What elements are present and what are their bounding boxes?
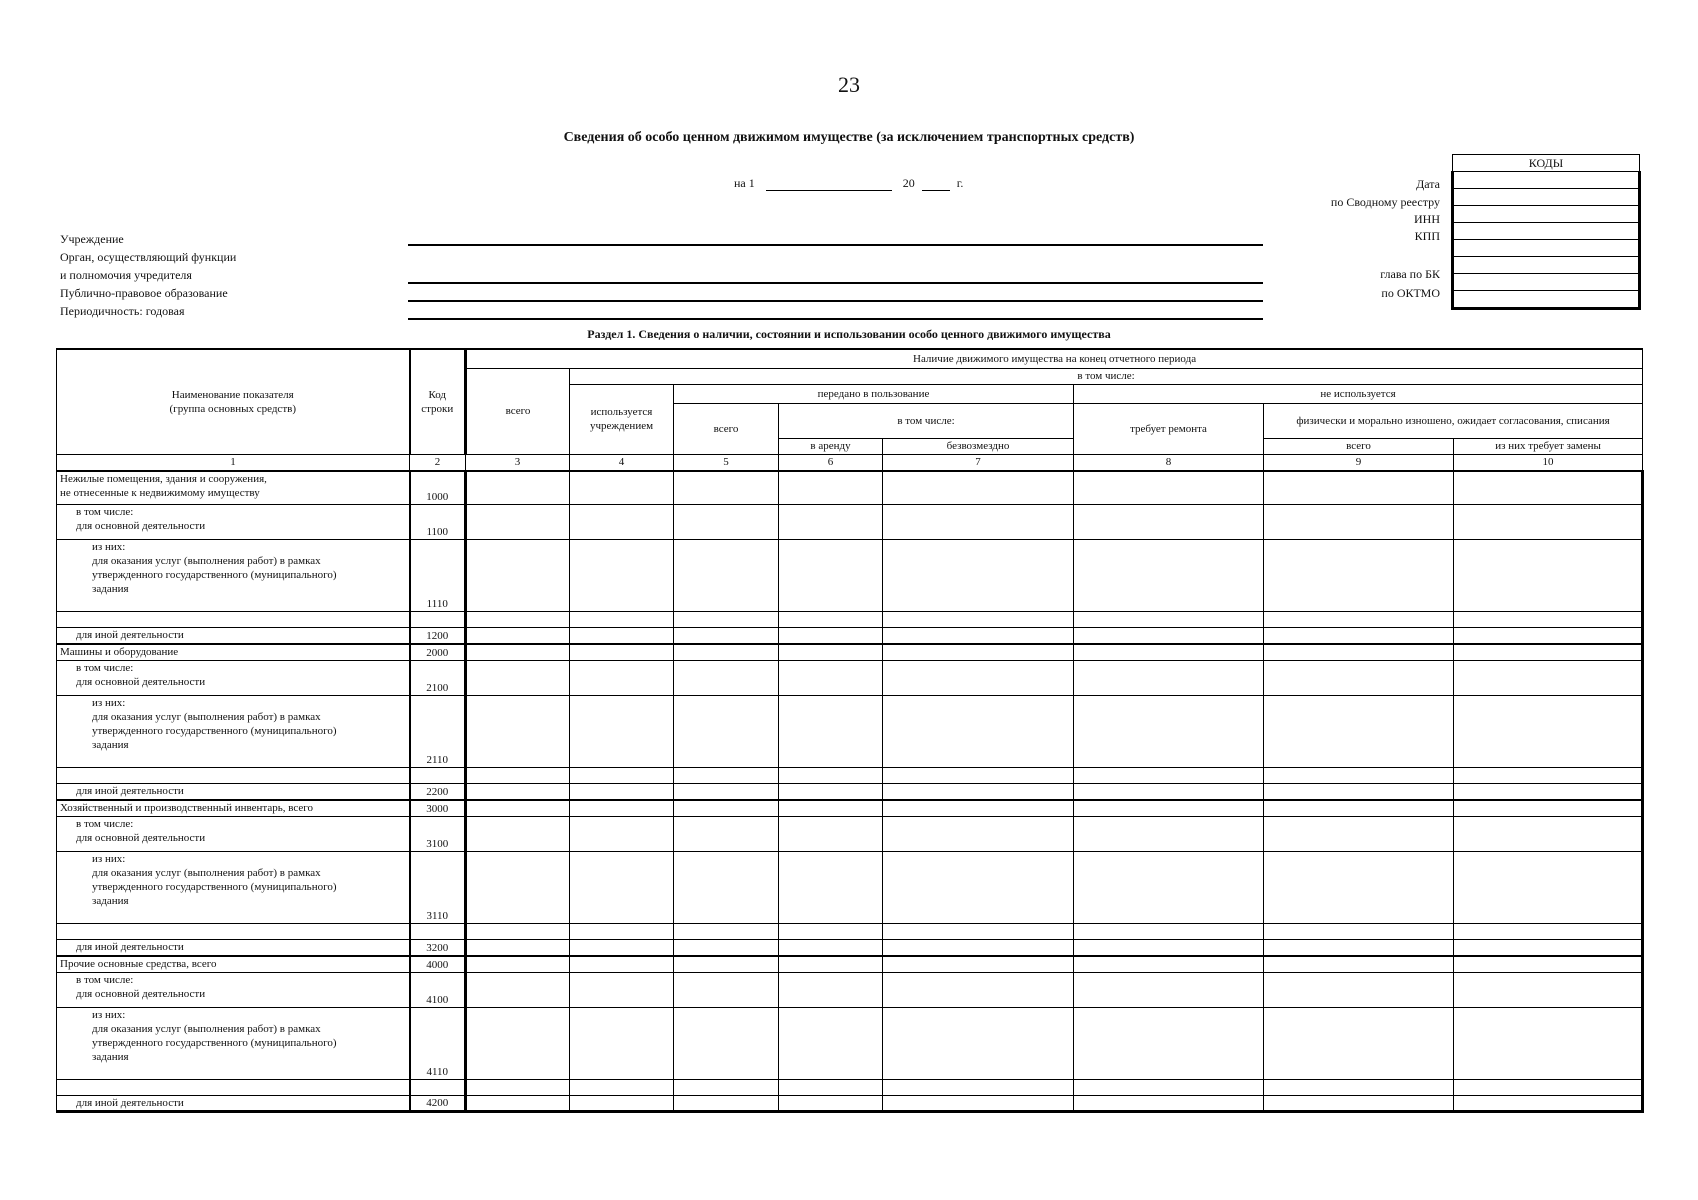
row-code: 2100 [410, 661, 466, 696]
row-name-text: Хозяйственный и производственный инвентарь, всего [60, 801, 313, 814]
value-cell-col6[interactable] [779, 471, 883, 505]
table-row [57, 956, 1643, 973]
row-code: 3200 [410, 940, 466, 956]
code-oktmo-field[interactable] [1453, 274, 1640, 291]
header-worn-out: физически и морально изношено, ожидает согласования, списания [1264, 403, 1643, 438]
header-name: Наименование показателя (группа основных средств) [57, 349, 410, 454]
property-table [56, 348, 1644, 1113]
value-cell-col5[interactable] [674, 540, 779, 612]
row-name [57, 696, 410, 768]
row-code: 1200 [410, 628, 466, 644]
table-row [57, 800, 1643, 817]
col-number: 2 [410, 454, 466, 471]
value-cell-col6[interactable] [779, 768, 883, 784]
value-cell-col8[interactable] [1074, 628, 1264, 644]
value-cell-col9[interactable] [1264, 696, 1454, 768]
value-cell-col7[interactable] [883, 661, 1074, 696]
label-inn: ИНН [1414, 212, 1440, 226]
row-code: 3100 [410, 817, 466, 852]
value-cell-col8[interactable] [1074, 612, 1264, 628]
value-cell-col8[interactable] [1074, 644, 1264, 661]
value-cell-col7[interactable] [883, 628, 1074, 644]
code-date-field[interactable] [1453, 172, 1640, 189]
row-code: 2200 [410, 784, 466, 800]
row-name-text: в том числе: для основной деятельности [76, 974, 206, 1000]
value-cell-col4[interactable] [570, 817, 674, 852]
value-cell-col6[interactable] [779, 505, 883, 540]
table-row [57, 628, 1643, 644]
value-cell-col8[interactable] [1074, 1096, 1264, 1112]
value-cell-col9[interactable] [1264, 1008, 1454, 1080]
document-title: Сведения об особо ценном движимом имуществе (за исключением транспортных средств) [563, 130, 1135, 145]
value-cell-col6[interactable] [779, 800, 883, 817]
value-cell-col3[interactable] [466, 696, 570, 768]
value-cell-col8[interactable] [1074, 661, 1264, 696]
value-cell-col6[interactable] [779, 628, 883, 644]
table-row [57, 644, 1643, 661]
row-name [57, 1096, 410, 1112]
value-cell-col6[interactable] [779, 1096, 883, 1112]
value-cell-col6[interactable] [779, 1080, 883, 1096]
value-cell-col6[interactable] [779, 644, 883, 661]
value-cell-col7[interactable] [883, 1080, 1074, 1096]
row-code [410, 924, 466, 940]
value-cell-col10[interactable] [1454, 852, 1643, 924]
label-public-entity: Публично-правовое образование [60, 286, 228, 300]
row-code: 4110 [410, 1008, 466, 1080]
value-cell-col4[interactable] [570, 471, 674, 505]
header-needs-repair: требует ремонта [1074, 403, 1264, 454]
value-cell-col6[interactable] [779, 817, 883, 852]
value-cell-col4[interactable] [570, 940, 674, 956]
row-name [57, 852, 410, 924]
label-founder-body: Орган, осуществляющий функции [60, 250, 237, 264]
row-name-text: из них: для оказания услуг (выполнения работ) в рамках утвержденного государственного (муниципального) задания [92, 541, 337, 595]
value-cell-col8[interactable] [1074, 800, 1264, 817]
value-cell-col10[interactable] [1454, 1080, 1643, 1096]
row-name-text: в том числе: для основной деятельности [76, 818, 206, 844]
value-cell-col8[interactable] [1074, 696, 1264, 768]
date-year-field[interactable] [922, 178, 950, 191]
value-cell-col10[interactable] [1454, 644, 1643, 661]
row-name-text: для иной деятельности [76, 1097, 184, 1109]
value-cell-col10[interactable] [1454, 1008, 1643, 1080]
header-transferred: передано в пользование [674, 384, 1074, 403]
value-cell-col6[interactable] [779, 940, 883, 956]
value-cell-col6[interactable] [779, 924, 883, 940]
value-cell-col5[interactable] [674, 628, 779, 644]
row-code: 2000 [410, 644, 466, 661]
value-cell-col3[interactable] [466, 471, 570, 505]
value-cell-col10[interactable] [1454, 784, 1643, 800]
value-cell-col9[interactable] [1264, 768, 1454, 784]
value-cell-col4[interactable] [570, 1096, 674, 1112]
value-cell-col4[interactable] [570, 1008, 674, 1080]
value-cell-col10[interactable] [1454, 800, 1643, 817]
value-cell-col7[interactable] [883, 940, 1074, 956]
table-row [57, 1080, 1643, 1096]
header-used: используется учреждением [570, 384, 674, 454]
row-name [57, 540, 410, 612]
code-kpp-field[interactable] [1453, 223, 1640, 240]
col-number: 8 [1074, 454, 1264, 471]
code-extra-field[interactable] [1453, 291, 1640, 309]
header-not-used: не используется [1074, 384, 1643, 403]
row-name [57, 784, 410, 800]
value-cell-col4[interactable] [570, 924, 674, 940]
value-cell-col3[interactable] [466, 1096, 570, 1112]
institution-field[interactable] [408, 244, 1263, 246]
table-row [57, 768, 1643, 784]
value-cell-col10[interactable] [1454, 924, 1643, 940]
value-cell-col4[interactable] [570, 800, 674, 817]
date-day-month-field[interactable] [766, 178, 892, 191]
value-cell-col10[interactable] [1454, 940, 1643, 956]
row-name [57, 924, 410, 940]
value-cell-col7[interactable] [883, 505, 1074, 540]
row-name-text: из них: для оказания услуг (выполнения работ) в рамках утвержденного государственного (муниципального) задания [92, 1009, 337, 1063]
value-cell-col9[interactable] [1264, 940, 1454, 956]
value-cell-col8[interactable] [1074, 956, 1264, 973]
table-row [57, 973, 1643, 1008]
value-cell-col8[interactable] [1074, 973, 1264, 1008]
value-cell-col9[interactable] [1264, 628, 1454, 644]
value-cell-col7[interactable] [883, 956, 1074, 973]
label-oktmo: по ОКТМО [1381, 286, 1440, 300]
value-cell-col10[interactable] [1454, 973, 1643, 1008]
value-cell-col7[interactable] [883, 800, 1074, 817]
header-free: безвозмездно [883, 438, 1074, 454]
value-cell-col9[interactable] [1264, 956, 1454, 973]
value-cell-col4[interactable] [570, 505, 674, 540]
value-cell-col4[interactable] [570, 661, 674, 696]
col-number: 1 [57, 454, 410, 471]
value-cell-col9[interactable] [1264, 784, 1454, 800]
value-cell-col7[interactable] [883, 924, 1074, 940]
row-name-text: для иной деятельности [76, 629, 184, 641]
value-cell-col6[interactable] [779, 661, 883, 696]
value-cell-col8[interactable] [1074, 540, 1264, 612]
row-name [57, 956, 410, 973]
value-cell-col7[interactable] [883, 768, 1074, 784]
value-cell-col9[interactable] [1264, 973, 1454, 1008]
value-cell-col5[interactable] [674, 973, 779, 1008]
value-cell-col4[interactable] [570, 852, 674, 924]
label-periodicity: Периодичность: годовая [60, 304, 185, 318]
value-cell-col9[interactable] [1264, 540, 1454, 612]
col-number: 6 [779, 454, 883, 471]
row-name [57, 644, 410, 661]
row-code [410, 768, 466, 784]
value-cell-col9[interactable] [1264, 852, 1454, 924]
row-code: 1000 [410, 471, 466, 505]
value-cell-col5[interactable] [674, 612, 779, 628]
value-cell-col5[interactable] [674, 1080, 779, 1096]
table-row [57, 696, 1643, 768]
value-cell-col10[interactable] [1454, 956, 1643, 973]
value-cell-col5[interactable] [674, 956, 779, 973]
value-cell-col8[interactable] [1074, 768, 1264, 784]
table-row [57, 612, 1643, 628]
value-cell-col6[interactable] [779, 1008, 883, 1080]
header-worn-replace: из них требует замены [1454, 438, 1643, 454]
value-cell-col3[interactable] [466, 661, 570, 696]
value-cell-col9[interactable] [1264, 1080, 1454, 1096]
code-inn-field[interactable] [1453, 206, 1640, 223]
value-cell-col10[interactable] [1454, 661, 1643, 696]
value-cell-col8[interactable] [1074, 471, 1264, 505]
col-number: 10 [1454, 454, 1643, 471]
periodicity-field[interactable] [408, 318, 1263, 320]
value-cell-col5[interactable] [674, 471, 779, 505]
header-availability: Наличие движимого имущества на конец отчетного периода [466, 349, 1643, 368]
row-code: 1110 [410, 540, 466, 612]
row-name [57, 612, 410, 628]
value-cell-col9[interactable] [1264, 924, 1454, 940]
value-cell-col7[interactable] [883, 852, 1074, 924]
date-prefix: на 1 [734, 176, 755, 190]
value-cell-col7[interactable] [883, 1008, 1074, 1080]
value-cell-col3[interactable] [466, 940, 570, 956]
value-cell-col5[interactable] [674, 1096, 779, 1112]
value-cell-col9[interactable] [1264, 800, 1454, 817]
table-row [57, 924, 1643, 940]
value-cell-col8[interactable] [1074, 1008, 1264, 1080]
header-transferred-total: всего [674, 403, 779, 454]
row-code [410, 1080, 466, 1096]
label-founder-powers: и полномочия учредителя [60, 268, 192, 282]
value-cell-col4[interactable] [570, 612, 674, 628]
value-cell-col8[interactable] [1074, 940, 1264, 956]
value-cell-col7[interactable] [883, 696, 1074, 768]
value-cell-col9[interactable] [1264, 1096, 1454, 1112]
table-row [57, 1008, 1643, 1080]
col-number: 4 [570, 454, 674, 471]
value-cell-col7[interactable] [883, 612, 1074, 628]
value-cell-col7[interactable] [883, 540, 1074, 612]
col-number: 7 [883, 454, 1074, 471]
col-number: 9 [1264, 454, 1454, 471]
col-number: 3 [466, 454, 570, 471]
value-cell-col10[interactable] [1454, 471, 1643, 505]
value-cell-col5[interactable] [674, 800, 779, 817]
col-number: 5 [674, 454, 779, 471]
row-name [57, 1008, 410, 1080]
value-cell-col8[interactable] [1074, 924, 1264, 940]
value-cell-col3[interactable] [466, 540, 570, 612]
value-cell-col5[interactable] [674, 644, 779, 661]
value-cell-col10[interactable] [1454, 768, 1643, 784]
header-lease: в аренду [779, 438, 883, 454]
value-cell-col8[interactable] [1074, 784, 1264, 800]
value-cell-col4[interactable] [570, 540, 674, 612]
row-name [57, 800, 410, 817]
row-name [57, 768, 410, 784]
table-row [57, 784, 1643, 800]
value-cell-col4[interactable] [570, 628, 674, 644]
value-cell-col5[interactable] [674, 924, 779, 940]
page-number: 23 [838, 72, 860, 97]
value-cell-col8[interactable] [1074, 852, 1264, 924]
table-row [57, 817, 1643, 852]
row-name-text: из них: для оказания услуг (выполнения работ) в рамках утвержденного государственного (муниципального) задания [92, 697, 337, 751]
value-cell-col3[interactable] [466, 1008, 570, 1080]
value-cell-col9[interactable] [1264, 644, 1454, 661]
value-cell-col5[interactable] [674, 784, 779, 800]
row-code: 4200 [410, 1096, 466, 1112]
value-cell-col3[interactable] [466, 817, 570, 852]
codes-header: КОДЫ [1453, 155, 1640, 172]
row-code: 2110 [410, 696, 466, 768]
code-budget-chapter-field[interactable] [1453, 257, 1640, 274]
value-cell-col3[interactable] [466, 612, 570, 628]
value-cell-col4[interactable] [570, 784, 674, 800]
value-cell-col4[interactable] [570, 1080, 674, 1096]
value-cell-col9[interactable] [1264, 505, 1454, 540]
table-row [57, 852, 1643, 924]
value-cell-col5[interactable] [674, 817, 779, 852]
row-name [57, 1080, 410, 1096]
value-cell-col5[interactable] [674, 505, 779, 540]
code-registry-field[interactable] [1453, 189, 1640, 206]
value-cell-col10[interactable] [1454, 505, 1643, 540]
value-cell-col7[interactable] [883, 973, 1074, 1008]
value-cell-col9[interactable] [1264, 661, 1454, 696]
value-cell-col6[interactable] [779, 956, 883, 973]
value-cell-col9[interactable] [1264, 817, 1454, 852]
report-date-line [734, 176, 963, 191]
value-cell-col3[interactable] [466, 768, 570, 784]
row-code: 1100 [410, 505, 466, 540]
value-cell-col7[interactable] [883, 784, 1074, 800]
value-cell-col10[interactable] [1454, 1096, 1643, 1112]
value-cell-col4[interactable] [570, 696, 674, 768]
public-entity-field[interactable] [408, 300, 1263, 302]
value-cell-col3[interactable] [466, 800, 570, 817]
row-name-text: Нежилые помещения, здания и сооружения, не отнесенные к недвижимому имуществу [60, 472, 267, 499]
value-cell-col3[interactable] [466, 973, 570, 1008]
date-year-prefix: 20 [902, 176, 915, 190]
value-cell-col7[interactable] [883, 1096, 1074, 1112]
row-name-text: из них: для оказания услуг (выполнения работ) в рамках утвержденного государственного (муниципального) задания [92, 853, 337, 907]
row-name [57, 628, 410, 644]
row-name [57, 973, 410, 1008]
header-including: в том числе: [570, 368, 1643, 384]
value-cell-col7[interactable] [883, 471, 1074, 505]
value-cell-col4[interactable] [570, 768, 674, 784]
value-cell-col9[interactable] [1264, 471, 1454, 505]
value-cell-col7[interactable] [883, 817, 1074, 852]
row-name [57, 661, 410, 696]
value-cell-col3[interactable] [466, 924, 570, 940]
date-suffix: г. [956, 176, 964, 190]
row-name [57, 817, 410, 852]
section-title: Раздел 1. Сведения о наличии, состоянии и использовании особо ценного движимого имущества [587, 327, 1111, 341]
value-cell-col6[interactable] [779, 973, 883, 1008]
row-name [57, 940, 410, 956]
value-cell-col3[interactable] [466, 956, 570, 973]
value-cell-col10[interactable] [1454, 696, 1643, 768]
label-date: Дата [1416, 177, 1440, 191]
value-cell-col3[interactable] [466, 1080, 570, 1096]
table-row [57, 661, 1643, 696]
value-cell-col9[interactable] [1264, 612, 1454, 628]
value-cell-col3[interactable] [466, 505, 570, 540]
value-cell-col6[interactable] [779, 852, 883, 924]
value-cell-col5[interactable] [674, 661, 779, 696]
value-cell-col4[interactable] [570, 644, 674, 661]
value-cell-col10[interactable] [1454, 628, 1643, 644]
value-cell-col10[interactable] [1454, 612, 1643, 628]
row-name-text: для иной деятельности [76, 941, 184, 953]
row-name [57, 471, 410, 505]
value-cell-col5[interactable] [674, 940, 779, 956]
value-cell-col3[interactable] [466, 784, 570, 800]
value-cell-col5[interactable] [674, 852, 779, 924]
value-cell-col5[interactable] [674, 768, 779, 784]
value-cell-col10[interactable] [1454, 817, 1643, 852]
table-row [57, 505, 1643, 540]
row-name-text: в том числе: для основной деятельности [76, 662, 206, 688]
codes-box [1451, 154, 1641, 310]
value-cell-col8[interactable] [1074, 817, 1264, 852]
value-cell-col5[interactable] [674, 1008, 779, 1080]
value-cell-col5[interactable] [674, 696, 779, 768]
row-name [57, 505, 410, 540]
row-code: 3110 [410, 852, 466, 924]
row-code: 3000 [410, 800, 466, 817]
header-transferred-including: в том числе: [779, 403, 1074, 438]
header-total: всего [466, 368, 570, 454]
value-cell-col3[interactable] [466, 852, 570, 924]
row-code: 4100 [410, 973, 466, 1008]
code-blank-field[interactable] [1453, 240, 1640, 257]
value-cell-col6[interactable] [779, 696, 883, 768]
value-cell-col6[interactable] [779, 612, 883, 628]
label-kpp: КПП [1414, 229, 1440, 243]
label-budget-chapter: глава по БК [1380, 267, 1440, 281]
table-row [57, 1096, 1643, 1112]
row-name-text: Прочие основные средства, всего [60, 957, 217, 970]
table-row [57, 471, 1643, 505]
row-name-text: в том числе: для основной деятельности [76, 506, 206, 532]
value-cell-col8[interactable] [1074, 505, 1264, 540]
header-code: Код строки [410, 349, 466, 454]
label-institution: Учреждение [60, 232, 124, 246]
value-cell-col3[interactable] [466, 644, 570, 661]
founder-field[interactable] [408, 282, 1263, 284]
value-cell-col10[interactable] [1454, 540, 1643, 612]
row-name-text: для иной деятельности [76, 785, 184, 797]
row-code [410, 612, 466, 628]
table-row [57, 940, 1643, 956]
table-row [57, 540, 1643, 612]
header-worn-total: всего [1264, 438, 1454, 454]
value-cell-col4[interactable] [570, 956, 674, 973]
value-cell-col7[interactable] [883, 644, 1074, 661]
value-cell-col6[interactable] [779, 540, 883, 612]
row-name-text: Машины и оборудование [60, 645, 179, 658]
value-cell-col8[interactable] [1074, 1080, 1264, 1096]
value-cell-col4[interactable] [570, 973, 674, 1008]
value-cell-col3[interactable] [466, 628, 570, 644]
row-code: 4000 [410, 956, 466, 973]
label-consolidated-registry: по Сводному реестру [1330, 195, 1440, 209]
value-cell-col6[interactable] [779, 784, 883, 800]
